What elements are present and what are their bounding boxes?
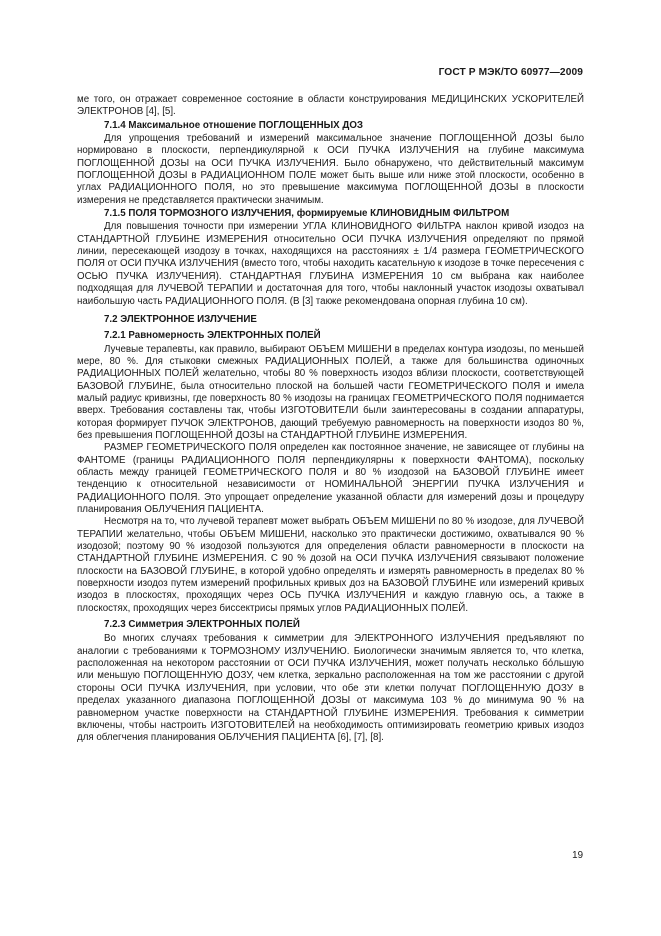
subsection-heading: 7.2.1 Равномерность ЭЛЕКТРОННЫХ ПОЛЕЙ [104,330,321,342]
paragraph: ме того, он отражает современное состояние в области конструирования МЕДИЦИНСКИХ УСКОРИТЕЛЕЙ ЭЛЕКТРОНОВ [4], [5]. [77,94,584,118]
paragraph: Для повышения точности при измерении УГЛА КЛИНОВИДНОГО ФИЛЬТРА наклон кривой изодоз на СТАНДАРТНОЙ ГЛУБИНЕ ИЗМЕРЕНИЯ относительно ОСИ ПУЧКА ИЗЛУЧЕНИЯ определяют по прямой линии, пересекающей изодозу в точках, находящихся на расстояниях ± 1/4 размера ГЕОМЕТРИЧЕСКОГО ПОЛЯ от ОСИ ПУЧКА ИЗЛУЧЕНИЯ (вместо того, чтобы находить касательную к изодозе в точке пересечения с ОСЬЮ ПУЧКА ИЗЛУЧЕНИЯ). СТАНДАРТНАЯ ГЛУБИНА ИЗМЕРЕНИЯ 10 см выбрана как наиболее подходящая для ЛУЧЕВОЙ ТЕРАПИИ и достаточная для того, чтобы наклонный участок изодозы охватывал наибольшую часть РАДИАЦИОННОГО ПОЛЯ. (В [3] также рекомендована опорная глубина 10 см). [77,221,584,307]
subsection-heading: 7.1.5 ПОЛЯ ТОРМОЗНОГО ИЗЛУЧЕНИЯ, формируемые КЛИНОВИДНЫМ ФИЛЬТРОМ [104,208,510,220]
subsection-heading: 7.2.3 Симметрия ЭЛЕКТРОННЫХ ПОЛЕЙ [104,619,300,631]
paragraph: Во многих случаях требования к симметрии для ЭЛЕКТРОННОГО ИЗЛУЧЕНИЯ предъявляют по аналогии с требованиями к ТОРМОЗНОМУ ИЗЛУЧЕНИЮ. Биологически значимым является то, что клетка, расположенная на некотором расстоянии от ОСИ ПУЧКА ИЗЛУЧЕНИЯ, может получать несколько бóльшую или меньшую ПОГЛОЩЕННУЮ ДОЗУ, чем клетка, зеркально расположенная на том же расстоянии с другой стороны ОСИ ПУЧКА ИЗЛУЧЕНИЯ, при условии, что обе эти клетки получат ПОГЛОЩЕННУЮ ДОЗУ в пределах указанного диапазона ПОГЛОЩЕННОЙ ДОЗЫ от максимума 103 % до минимума 90 % на равномерном участке поверхности на СТАНДАРТНОЙ ГЛУБИНЕ ИЗМЕРЕНИЯ. Требования к симметрии включены, чтобы настроить ИЗГОТОВИТЕЛЕЙ на необходимость оптимизировать геометрию кривых изодоз для облегчения планирования ОБЛУЧЕНИЯ ПАЦИЕНТА [6], [7], [8]. [77,633,584,744]
page-header: ГОСТ Р МЭК/ТО 60977—2009 [438,67,583,78]
paragraph: РАЗМЕР ГЕОМЕТРИЧЕСКОГО ПОЛЯ определен как постоянное значение, не зависящее от глубины на ФАНТОМЕ (границы РАДИАЦИОННОГО ПОЛЯ перпендикулярны к поверхности ФАНТОМА), поскольку область между границей ГЕОМЕТРИЧЕСКОГО ПОЛЯ и 80 % изодозой на БАЗОВОЙ ГЛУБИНЕ имеет тенденцию к относительной независимости от НОМИНАЛЬНОЙ ЭНЕРГИИ ПУЧКА ИЗЛУЧЕНИЯ и РАДИАЦИОННОГО ПОЛЯ. Это упрощает определение указанной области для измерений дозы и процедуру планирования ОБЛУЧЕНИЯ ПАЦИЕНТА. [77,442,584,515]
document-body [77,94,584,745]
paragraph: Для упрощения требований и измерений максимальное значение ПОГЛОЩЕННОЙ ДОЗЫ было нормировано в плоскости, перпендикулярной к ОСИ ПУЧКА ИЗЛУЧЕНИЯ на глубине максимума ПОГЛОЩЕННОЙ ДОЗЫ на ОСИ ПУЧКА ИЗЛУЧЕНИЯ. Было обнаружено, что действительный максимум ПОГЛОЩЕННОЙ ДОЗЫ в РАДИАЦИОННОМ ПОЛЕ может быть выше или ниже этой плоскости, особенно в углах РАДИАЦИОННОГО ПОЛЯ, но это превышение максимума ПОГЛОЩЕННОЙ ДОЗЫ в плоскости измерения не представляется практически значимым. [77,133,584,206]
section-heading: 7.2 ЭЛЕКТРОННОЕ ИЗЛУЧЕНИЕ [104,313,257,325]
paragraph: Лучевые терапевты, как правило, выбирают ОБЪЕМ МИШЕНИ в пределах контура изодозы, по меньшей мере, 80 %. Для стыковки смежных РАДИАЦИОННЫХ ПОЛЕЙ, а также для большинства одиночных РАДИАЦИОННЫХ ПОЛЕЙ желательно, чтобы 80 % поверхность изодоз вблизи плоскости, соответствующей БАЗОВОЙ ГЛУБИНЕ, была относительно плоской на большей части ГЕОМЕТРИЧЕСКОГО ПОЛЯ и имела малый радиус кривизны, где поверхность 80 % изодозы на границах ГЕОМЕТРИЧЕСКОГО ПОЛЯ поднимается вверх. Требования составлены так, чтобы ИЗГОТОВИТЕЛИ были заинтересованы в создании аппаратуры, которая формирует ПУЧОК ЭЛЕКТРОНОВ, дающий требуемую равномерность на поверхности изодоз 80 %, без превышения ПОГЛОЩЕННОЙ ДОЗЫ на СТАНДАРТНОЙ ГЛУБИНЕ ИЗМЕРЕНИЯ. [77,343,584,441]
subsection-heading: 7.1.4 Максимальное отношение ПОГЛОЩЕННЫХ ДОЗ [104,119,364,131]
paragraph: Несмотря на то, что лучевой терапевт может выбрать ОБЪЕМ МИШЕНИ по 80 % изодозе, для ЛУЧЕВОЙ ТЕРАПИИ желательно, чтобы ОБЪЕМ МИШЕНИ, насколько это практически достижимо, охватывался 90 % изодозой; поэтому 90 % изодозой пользуются для определения области равномерности в плоскости на СТАНДАРТНОЙ ГЛУБИНЕ ИЗМЕРЕНИЯ. С 90 % дозой на ОСИ ПУЧКА ИЗЛУЧЕНИЯ связывают положение плоскости на БАЗОВОЙ ГЛУБИНЕ, в которой удобно определять и измерять равномерность в пределах 80 % поверхности изодоз путем измерений профильных кривых доз на БАЗОВОЙ ГЛУБИНЕ или измерений кривых изодоз в плоскостях, проходящих через ОСЬ ПУЧКА ИЗЛУЧЕНИЯ и каждую главную ось, а также в плоскостях, проходящих через биссектрисы прямых углов РАДИАЦИОННЫХ ПОЛЕЙ. [77,516,584,614]
page-number: 19 [572,850,583,861]
